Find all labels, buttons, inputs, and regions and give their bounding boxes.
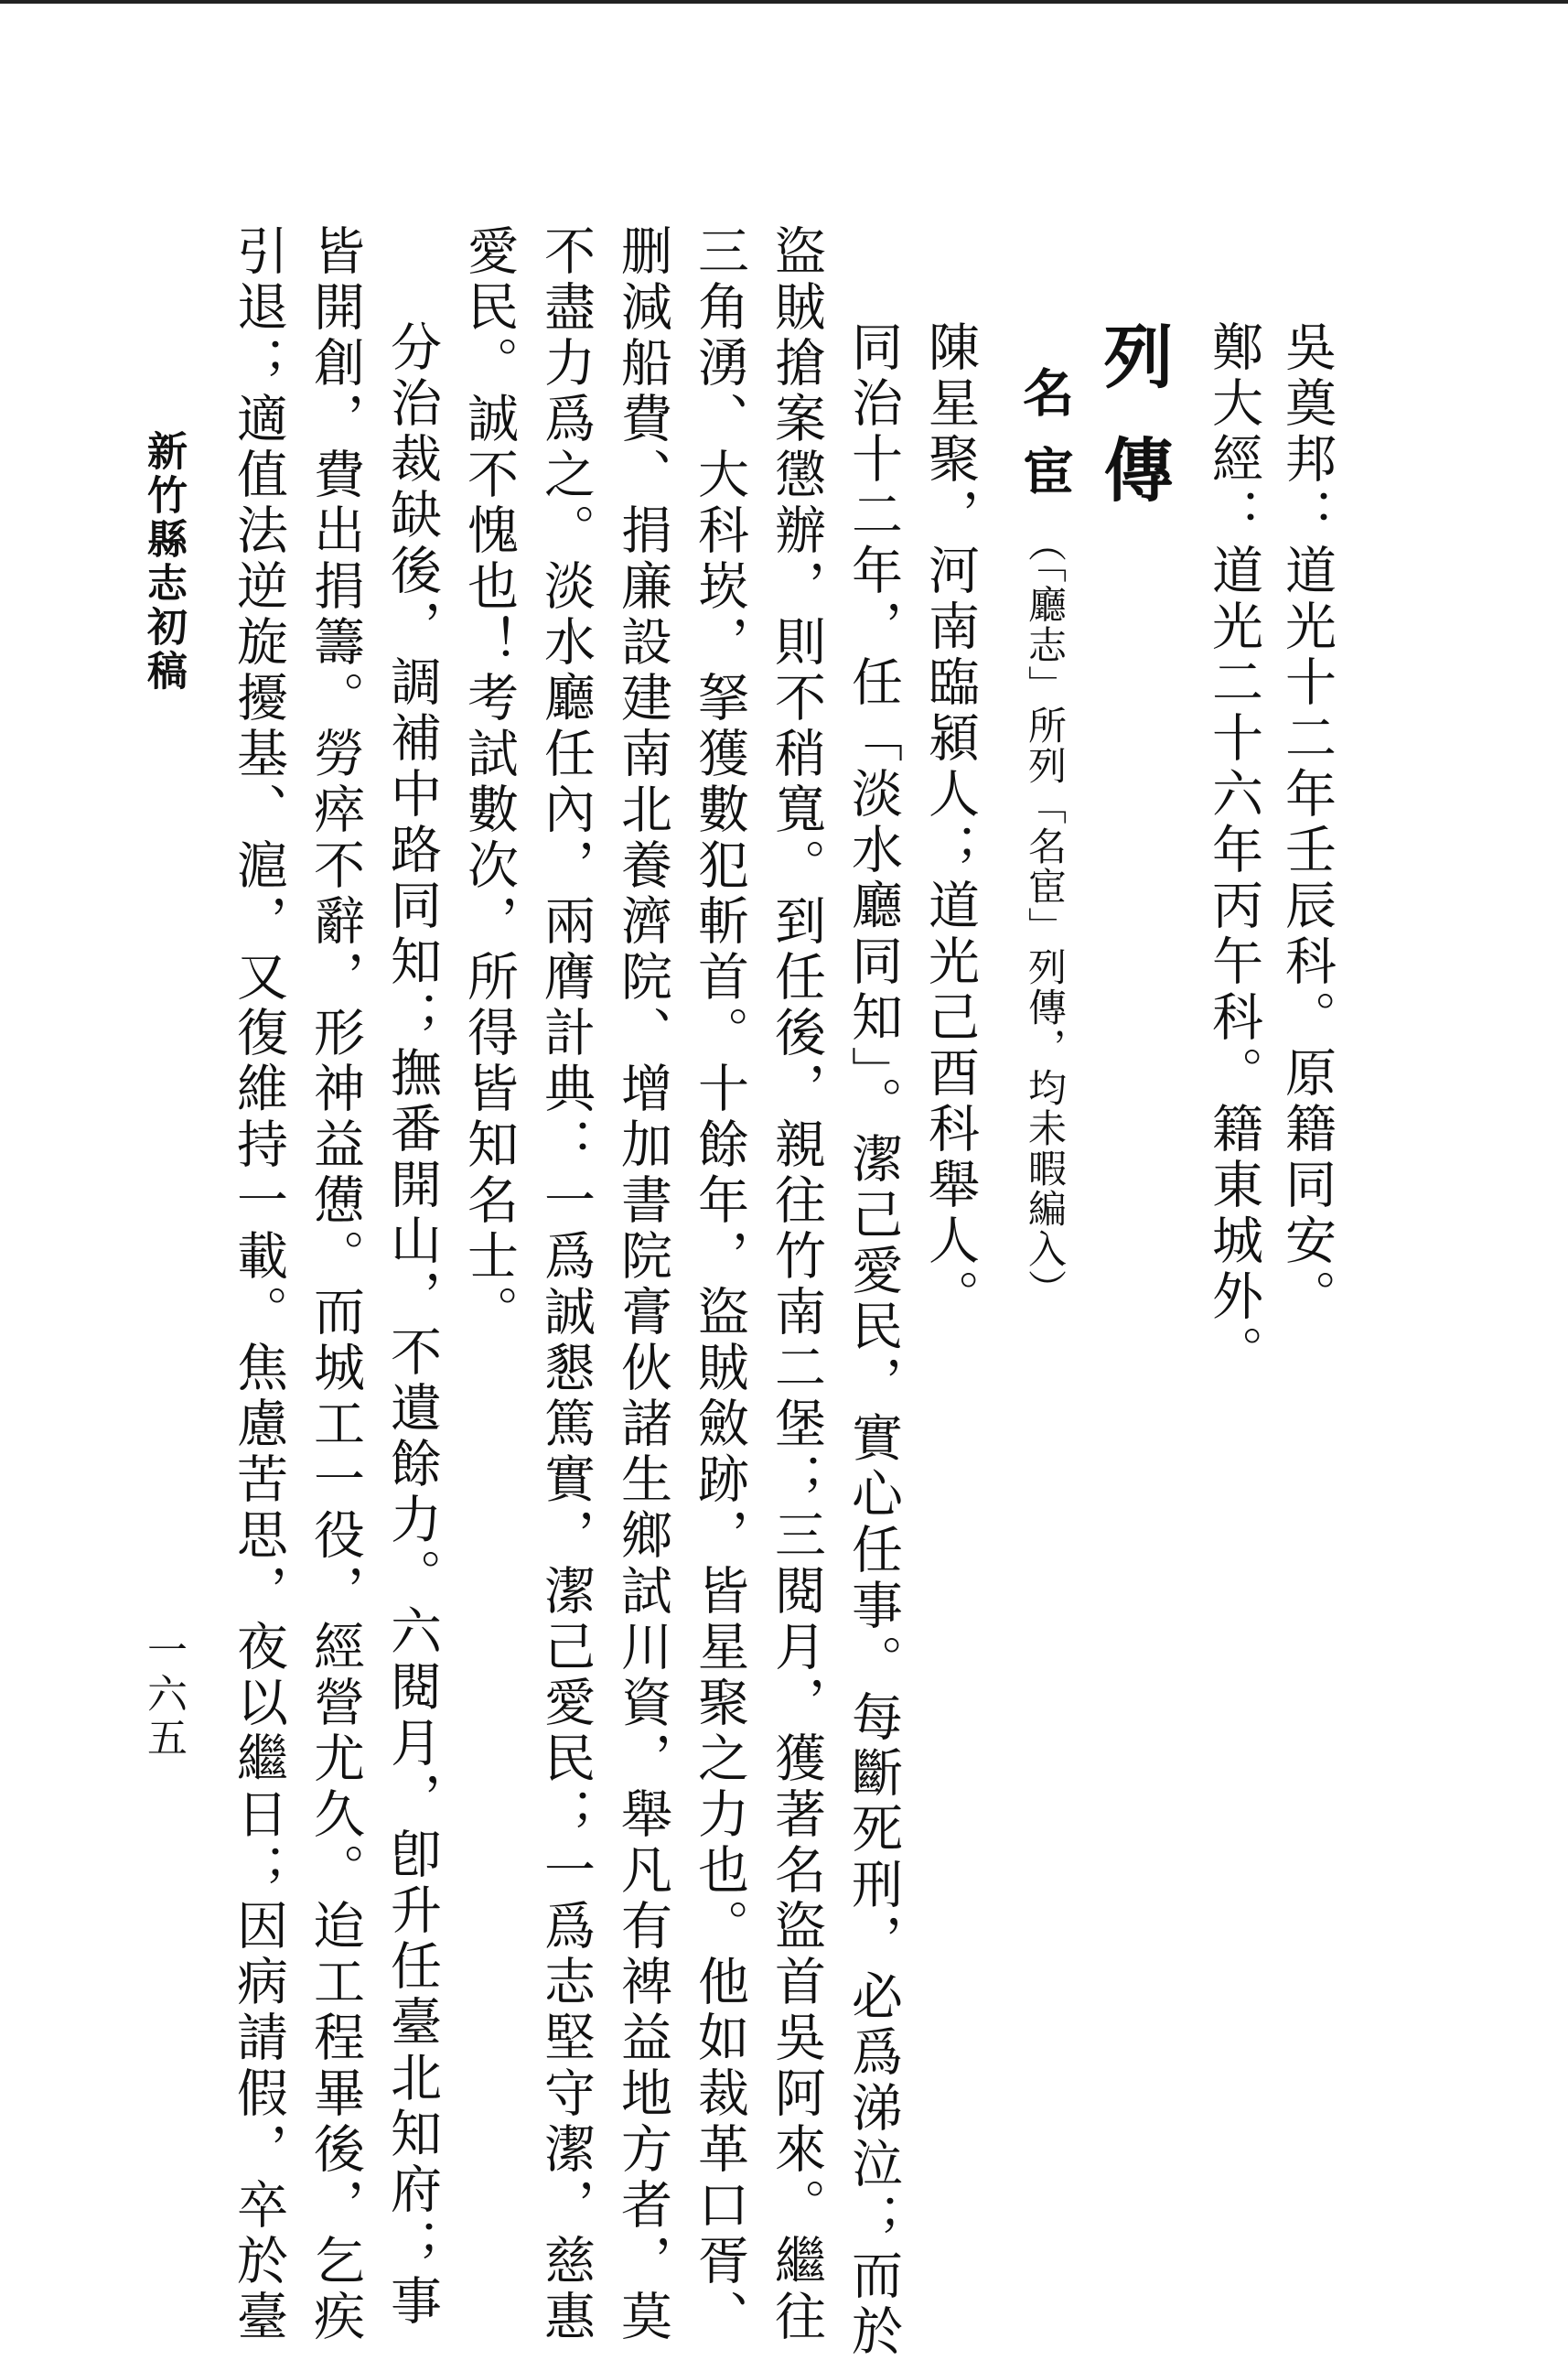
text-column-zheng-dajing: 鄭大經：道光二十六年丙午科。籍東城外。 [1204,320,1263,1381]
biography-column-9: 皆開創，費出捐籌。勞瘁不辭，形神益憊。而城工一役，經營尤久。迨工程畢後，乞疾 [306,224,365,2345]
biography-column-10: 引退；適值法逆旋擾基、滬，又復維持一載。焦慮苦思，夜以繼日；因病請假，卒於臺 [229,224,288,2345]
subsection-note: （「廳志」所列「名宦」列傳，均未暇編入） [1023,523,1068,1309]
biography-column-5: 删減船費、捐廉設建南北養濟院、增加書院膏伙諸生鄉試川資，舉凡有裨益地方者，莫 [613,224,672,2345]
subsection-heading [1015,366,1075,1309]
section-title: 列傳 [1092,320,1174,547]
biography-column-4: 三角湧、大科崁，拏獲數犯斬首。十餘年，盜賊斂跡，皆星聚之力也。他如裁革口胥、 [690,224,749,2345]
biography-column-1: 陳星聚，河南臨潁人；道光己酉科舉人。 [920,320,980,1325]
biography-column-8: 分治裁缺後，調補中路同知；撫番開山，不遺餘力。六閱月，卽升任臺北知府；事 [382,320,442,2330]
book-title: 新竹縣志初稿 [140,430,187,694]
biography-column-3: 盜賊搶案懲辦，則不稍寬。到任後，親往竹南二堡；三閱月，獲著名盜首吳阿來。繼往 [767,224,826,2345]
subsection-title: 名宦 [1015,366,1075,523]
biography-column-2: 同治十二年，任「淡水廳同知」。潔己愛民，實心任事。每斷死刑，必爲涕泣；而於 [843,320,903,2360]
text-column-wu-dianbang: 吳奠邦：道光十二年壬辰科。原籍同安。 [1277,320,1337,1325]
page-number: 一六五 [140,1629,187,1761]
biography-column-6: 不盡力爲之。淡水廳任內，兩膺計典：一爲誠懇篤實，潔己愛民；一爲志堅守潔，慈惠 [536,224,596,2345]
biography-column-7: 愛民。誠不愧也！考試數次，所得皆知名士。 [459,224,519,1341]
top-border-line [0,0,1568,4]
